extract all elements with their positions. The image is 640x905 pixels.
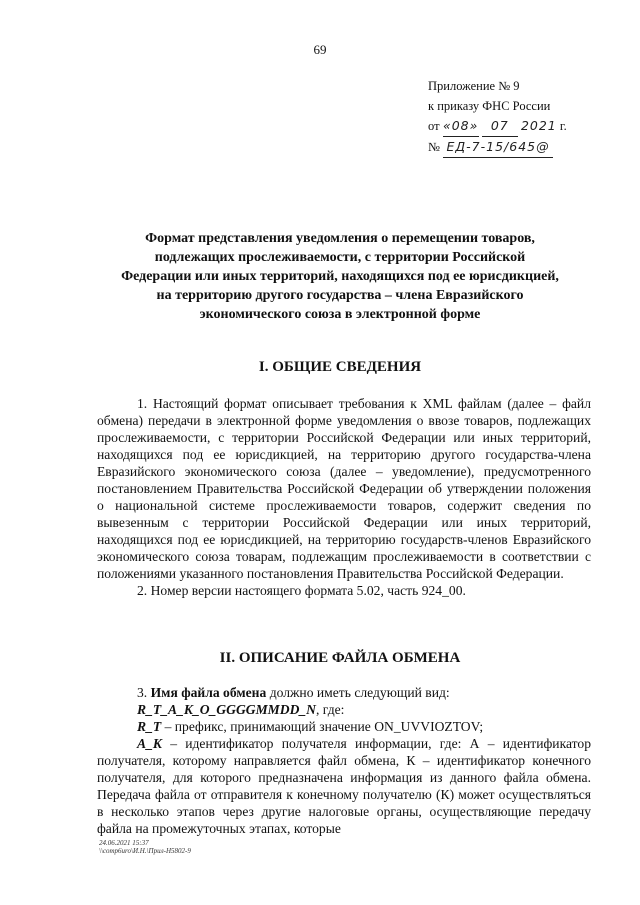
appendix-block xyxy=(428,76,567,158)
p3-number: 3. xyxy=(137,685,148,700)
pattern-code: R_T_A_K_O_GGGGMMDD_N xyxy=(137,702,316,717)
page-number: 69 xyxy=(313,42,327,57)
footer-line-2: \\comp6uro\И.Н.\Прил-Н5802-9 xyxy=(99,847,191,855)
pattern-suffix: , где: xyxy=(316,702,345,717)
date-prefix: от xyxy=(428,119,440,133)
date-suffix: г. xyxy=(559,119,567,133)
paragraph-2: 2. Номер версии настоящего формата 5.02, часть 924_00. xyxy=(137,583,466,598)
section-2-heading: II. ОПИСАНИЕ ФАЙЛА ОБМЕНА xyxy=(219,650,461,666)
ak-text: – идентификатор получателя информации, где: А – идентификатор получателя, которому направляется файл обмена, К – идентификатор конечного получателя, для которого предназначена информация из данного файла обмена. Передача файла от отправителя к конечному получателю (К) может осуществляться в несколько этапов через другие налоговые органы, осуществляющие передачу файла на промежуточных этапах, которые xyxy=(97,736,591,836)
appendix-number xyxy=(428,137,567,158)
section-1-body xyxy=(97,395,591,599)
paragraph-3 xyxy=(97,684,591,701)
section-2-body xyxy=(97,684,591,837)
date-day: «08» xyxy=(443,116,479,137)
appendix-date xyxy=(428,116,567,137)
date-year: 2021 xyxy=(520,118,557,133)
ak-definition xyxy=(97,735,591,837)
rt-definition xyxy=(97,718,591,735)
footer-stamp xyxy=(99,839,191,855)
number-value: ЕД-7-15/645@ xyxy=(443,137,553,158)
appendix-line-1: Приложение № 9 xyxy=(428,79,520,93)
section-1-heading: I. ОБЩИЕ СВЕДЕНИЯ xyxy=(258,359,422,375)
appendix-line-2: к приказу ФНС России xyxy=(428,99,551,113)
paragraph-1: 1. Настоящий формат описывает требования к XML файлам (далее – файл обмена) передачи в электронной форме уведомления о ввозе товаров, подлежащих прослеживаемости, с территории Российской Федерации или иных территорий, находящихся под ее юрисдикцией, на территорию другого государства-члена Евразийского экономического союза (далее – уведомление), предусмотренного постановлением Правительства Российской Федерации об утверждении положения о национальной системе прослеживаемости товаров, содержит сведения по вывезенным с территории Российской Федерации или иных территорий, находящихся под ее юрисдикцией, на территорию государств-членов Евразийского экономического союза товарам, подлежащим прослеживаемости в соответствии с положениями указанного постановления Правительства Российской Федерации. xyxy=(97,396,591,581)
number-prefix: № xyxy=(428,140,440,154)
rt-code: R_T xyxy=(137,719,162,734)
footer-line-1: 24.06.2021 15:37 xyxy=(99,839,149,847)
p3-bold-term: Имя файла обмена xyxy=(150,685,267,700)
p3-rest: должно иметь следующий вид: xyxy=(269,685,450,700)
file-name-pattern xyxy=(97,701,591,718)
rt-text: – префикс, принимающий значение ON_UVVIOZTOV; xyxy=(161,719,484,734)
date-month: 07 xyxy=(482,116,518,137)
ak-code: A_K xyxy=(137,736,162,751)
document-title: Формат представления уведомления о перемещении товаров, подлежащих прослеживаемости, с территории Российской Федерации или иных территорий, находящихся под ее юрисдикцией, на территорию другого государства – члена Евразийского экономического союза в электронной форме xyxy=(121,231,559,322)
